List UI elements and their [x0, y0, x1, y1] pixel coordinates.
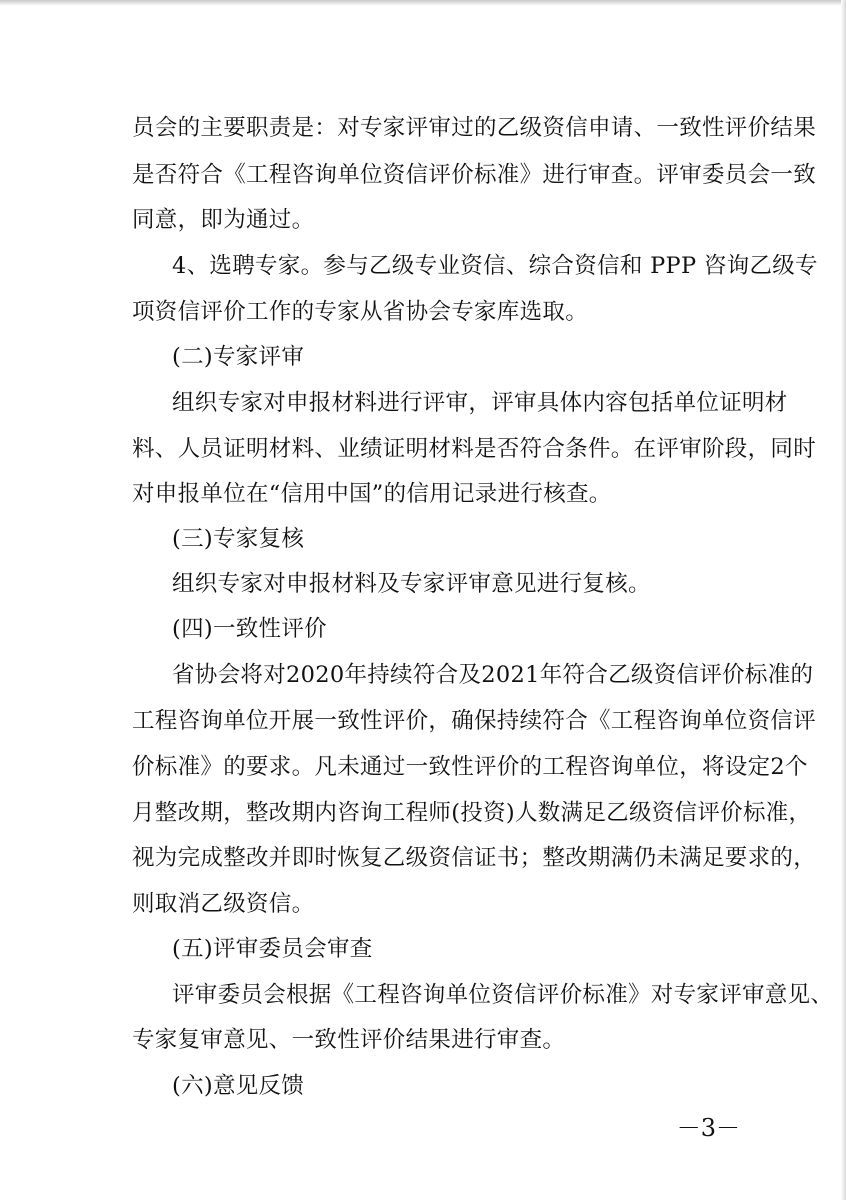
- paragraph-line: 工程咨询单位开展一致性评价，确保持续符合《工程咨询单位资信评: [132, 708, 817, 734]
- paragraph-line: 对申报单位在“信用中国”的信用记录进行核查。: [132, 481, 612, 507]
- paragraph-line: 视为完成整改并即时恢复乙级资信证书；整改期满仍未满足要求的，: [132, 845, 817, 871]
- section-heading: (五)评审委员会审查: [172, 936, 373, 962]
- paragraph-line: 4、选聘专家。参与乙级专业资信、综合资信和 PPP 咨询乙级专: [172, 253, 818, 279]
- paragraph-line: 评审委员会根据《工程咨询单位资信评价标准》对专家评审意见、: [172, 982, 834, 1008]
- paragraph-line: 项资信评价工作的专家从省协会专家库选取。: [132, 299, 589, 325]
- paragraph-line: 员会的主要职责是：对专家评审过的乙级资信申请、一致性评价结果: [132, 115, 817, 141]
- paragraph-line: 省协会将对2020年持续符合及2021年符合乙级资信评价标准的: [172, 662, 814, 688]
- paragraph-line: 料、人员证明材料、业绩证明材料是否符合条件。在评审阶段，同时: [132, 436, 817, 462]
- section-heading: (六)意见反馈: [172, 1073, 305, 1099]
- section-heading: (四)一致性评价: [172, 616, 327, 642]
- scan-edge-top: [0, 0, 846, 6]
- page-number: －3－: [676, 1114, 740, 1142]
- paragraph-line: 价标准》的要求。凡未通过一致性评价的工程咨询单位，将设定2个: [132, 754, 808, 780]
- paragraph-line: 则取消乙级资信。: [132, 891, 315, 917]
- section-heading: (二)专家评审: [172, 344, 305, 370]
- paragraph-line: 专家复审意见、一致性评价结果进行审查。: [132, 1027, 566, 1053]
- paragraph-line: 组织专家对申报材料进行评审，评审具体内容包括单位证明材: [172, 390, 788, 416]
- scan-edge-right: [841, 0, 846, 1200]
- section-heading: (三)专家复核: [172, 526, 305, 552]
- paragraph-line: 月整改期，整改期内咨询工程师(投资)人数满足乙级资信评价标准，: [132, 800, 812, 826]
- paragraph-line: 同意，即为通过。: [132, 207, 315, 233]
- paragraph-line: 是否符合《工程咨询单位资信评价标准》进行审查。评审委员会一致: [132, 162, 817, 188]
- paragraph-line: 组织专家对申报材料及专家评审意见进行复核。: [172, 571, 651, 597]
